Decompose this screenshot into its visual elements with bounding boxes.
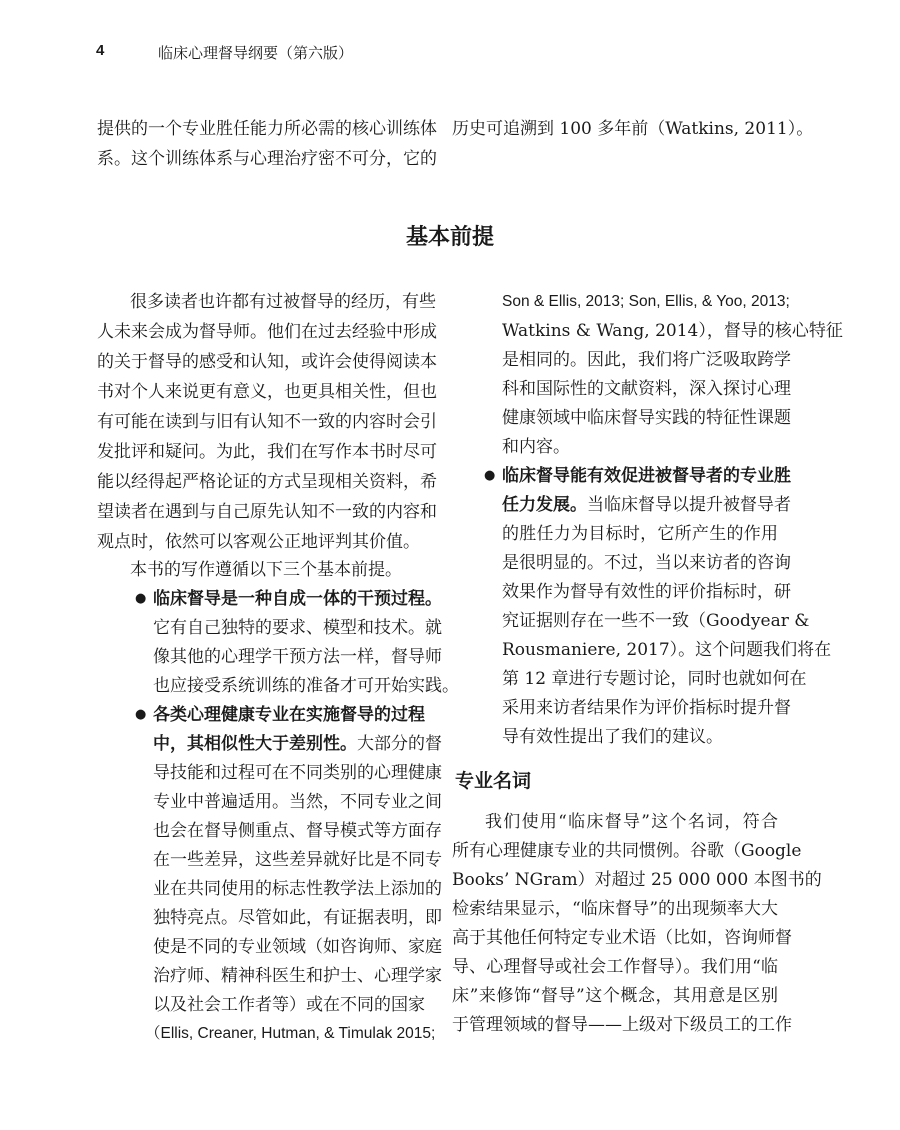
- text-line: 检索结果显示，“临床督导”的出现频率大大: [452, 899, 778, 919]
- text-line: 也应接受系统训练的准备才可开始实践。: [153, 676, 459, 696]
- text-line: 它有自己独特的要求、模型和技术。就: [153, 618, 442, 638]
- bullet-icon: ●: [135, 707, 147, 722]
- text-line: 历史可追溯到 100 多年前（Watkins, 2011）。: [452, 119, 814, 139]
- subsection-heading: 专业名词: [455, 770, 532, 792]
- text-line: 像其他的心理学干预方法一样，督导师: [153, 647, 442, 667]
- text-run: 大部分的督: [357, 734, 442, 754]
- text-line: Rousmaniere, 2017）。这个问题我们将在: [502, 640, 832, 660]
- text-line: 望读者在遇到与自己原先认知不一致的内容和: [97, 502, 437, 522]
- text-line: 采用来访者结果作为评价指标时提升督: [502, 698, 791, 718]
- text-line: 的胜任力为目标时，它所产生的作用: [502, 524, 778, 544]
- text-line: 业在共同使用的标志性教学法上添加的: [153, 879, 442, 899]
- text-line: 的关于督导的感受和认知，或许会使得阅读本: [97, 352, 437, 372]
- text-line: 系。这个训练体系与心理治疗密不可分，它的: [97, 149, 437, 169]
- text-line: 专业中普遍适用。当然，不同专业之间: [153, 792, 442, 812]
- text-line: 使是不同的专业领域（如咨询师、家庭: [153, 937, 442, 957]
- text-line: 所有心理健康专业的共同惯例。谷歌（Google: [452, 841, 802, 861]
- text-line: 科和国际性的文献资料，深入探讨心理: [502, 379, 791, 399]
- text-line: 导、心理督导或社会工作督导）。我们用“临: [452, 957, 778, 977]
- text-line: 在一些差异，这些差异就好比是不同专: [153, 850, 442, 870]
- text-line: 于管理领域的督导——上级对下级员工的工作: [452, 1015, 792, 1035]
- text-line: 是很明显的。不过，当以来访者的咨询: [502, 553, 791, 573]
- text-line: 治疗师、精神科医生和护士、心理学家: [153, 966, 442, 986]
- text-line: 发批评和疑问。为此，我们在写作本书时尽可: [97, 442, 437, 462]
- text-line: 能以经得起严格论证的方式呈现相关资料，希: [97, 472, 437, 492]
- text-line: 观点时，依然可以客观公正地评判其价值。: [97, 532, 420, 552]
- text-line: 高于其他任何特定专业术语（比如，咨询师督: [452, 928, 792, 948]
- page-number: 4: [96, 42, 105, 59]
- text-line: 有可能在读到与旧有认知不一致的内容时会引: [97, 412, 437, 432]
- text-line: 第 12 章进行专题讨论，同时也就如何在: [502, 669, 807, 689]
- text-line: Books’ NGram）对超过 25 000 000 本图书的: [452, 870, 822, 890]
- text-line: 健康领域中临床督导实践的特征性课题: [502, 408, 791, 428]
- bullet-icon: ●: [484, 468, 496, 483]
- text-run: 当临床督导以提升被督导者: [587, 495, 791, 515]
- text-line: [153, 733, 442, 755]
- text-line: 提供的一个专业胜任能力所必需的核心训练体: [97, 119, 437, 139]
- text-line: 效果作为督导有效性的评价指标时，研: [502, 582, 791, 602]
- text-line: 书对个人来说更有意义，也更具相关性，但也: [97, 382, 437, 402]
- text-line: 人未来会成为督导师。他们在过去经验中形成: [97, 322, 437, 342]
- text-line: 本书的写作遵循以下三个基本前提。: [130, 560, 402, 580]
- bullet-heading-cont: 中，其相似性大于差别性。: [153, 734, 357, 754]
- text-line: 很多读者也许都有过被督导的经历，有些: [130, 292, 436, 312]
- bullet-heading: 各类心理健康专业在实施督导的过程: [153, 705, 425, 725]
- bullet-icon: ●: [135, 591, 147, 606]
- text-line: Watkins & Wang, 2014），督导的核心特征: [502, 321, 843, 341]
- running-title: 临床心理督导纲要（第六版）: [158, 44, 354, 62]
- text-line: 是相同的。因此，我们将广泛吸取跨学: [502, 350, 791, 370]
- bullet-heading: 临床督导是一种自成一体的干预过程。: [153, 589, 442, 609]
- section-heading: 基本前提: [405, 225, 494, 250]
- text-line: 以及社会工作者等）或在不同的国家: [153, 995, 425, 1015]
- text-line: 我们使用“临床督导”这个名词，符合: [485, 812, 778, 832]
- text-line: 和内容。: [502, 437, 570, 457]
- bullet-heading-cont: 任力发展。: [502, 495, 587, 515]
- text-line: [502, 494, 791, 516]
- text-line: 床”来修饰“督导”这个概念，其用意是区别: [452, 986, 778, 1006]
- text-line: 导有效性提出了我们的建议。: [502, 727, 723, 747]
- text-line: 究证据则存在一些不一致（Goodyear &: [502, 611, 810, 631]
- text-line: （Ellis, Creaner, Hutman, & Timulak 2015;: [145, 1025, 436, 1042]
- bullet-heading: 临床督导能有效促进被督导者的专业胜: [502, 466, 791, 486]
- text-line: 导技能和过程可在不同类别的心理健康: [153, 763, 442, 783]
- text-line: 独特亮点。尽管如此，有证据表明，即: [153, 908, 442, 928]
- text-line: Son & Ellis, 2013; Son, Ellis, & Yoo, 2013;: [502, 293, 790, 310]
- text-line: 也会在督导侧重点、督导模式等方面存: [153, 821, 442, 841]
